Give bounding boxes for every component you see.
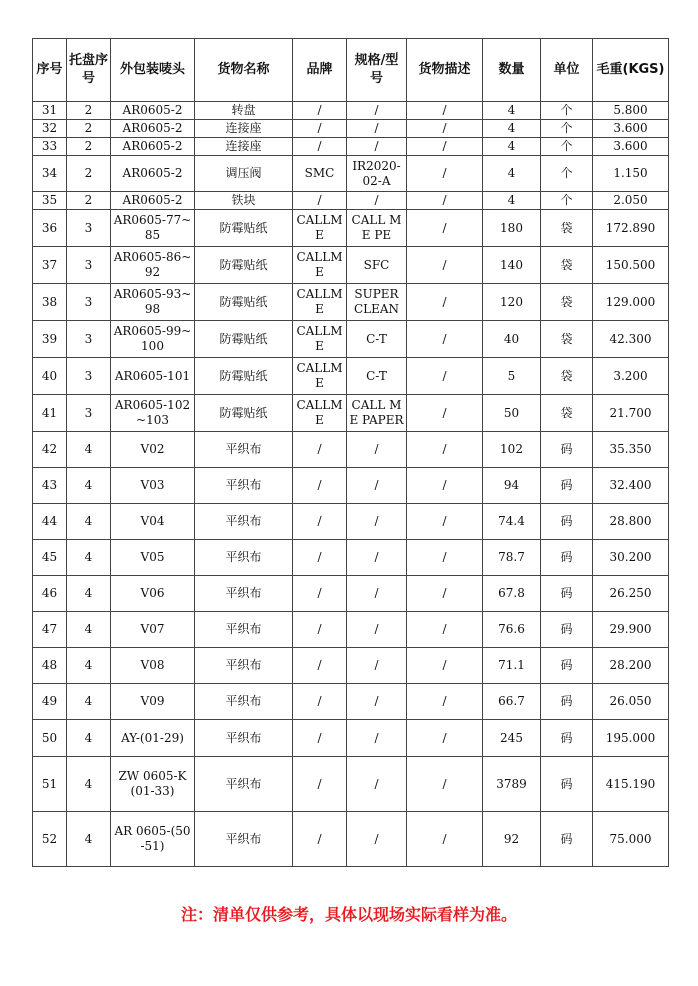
cell-goods-desc: / xyxy=(407,757,483,812)
cell-shipping-mark: AR0605-2 xyxy=(111,156,195,192)
cell-seq: 38 xyxy=(33,284,67,321)
cell-brand: / xyxy=(293,192,347,210)
cell-goods-name: 调压阀 xyxy=(195,156,293,192)
cell-seq: 43 xyxy=(33,468,67,504)
cell-brand: / xyxy=(293,720,347,757)
cell-gross-weight: 150.500 xyxy=(593,247,669,284)
table-row xyxy=(33,395,669,432)
table-row xyxy=(33,120,669,138)
cell-goods-desc: / xyxy=(407,120,483,138)
header-spec-model: 规格/型号 xyxy=(347,39,407,102)
cell-shipping-mark: AR0605-102~103 xyxy=(111,395,195,432)
cell-pallet-no: 4 xyxy=(67,504,111,540)
table-row xyxy=(33,358,669,395)
cell-goods-name: 平织布 xyxy=(195,720,293,757)
cell-pallet-no: 3 xyxy=(67,358,111,395)
cell-quantity: 94 xyxy=(483,468,541,504)
cell-goods-desc: / xyxy=(407,576,483,612)
cell-goods-desc: / xyxy=(407,156,483,192)
table-row xyxy=(33,321,669,358)
cell-quantity: 120 xyxy=(483,284,541,321)
table-row xyxy=(33,210,669,247)
cell-pallet-no: 4 xyxy=(67,812,111,867)
cell-quantity: 102 xyxy=(483,432,541,468)
cell-goods-name: 平织布 xyxy=(195,504,293,540)
table-row xyxy=(33,576,669,612)
cell-gross-weight: 3.200 xyxy=(593,358,669,395)
table-row xyxy=(33,102,669,120)
cell-brand: / xyxy=(293,684,347,720)
cell-shipping-mark: AR0605-101 xyxy=(111,358,195,395)
cell-spec-model: / xyxy=(347,120,407,138)
cell-seq: 39 xyxy=(33,321,67,358)
cell-spec-model: / xyxy=(347,192,407,210)
table-row xyxy=(33,720,669,757)
cell-gross-weight: 129.000 xyxy=(593,284,669,321)
cell-goods-name: 平织布 xyxy=(195,576,293,612)
cell-gross-weight: 28.200 xyxy=(593,648,669,684)
cell-goods-name: 平织布 xyxy=(195,612,293,648)
cell-goods-name: 平织布 xyxy=(195,468,293,504)
cell-spec-model: / xyxy=(347,432,407,468)
cell-seq: 51 xyxy=(33,757,67,812)
cell-shipping-mark: AR0605-93~98 xyxy=(111,284,195,321)
cell-seq: 49 xyxy=(33,684,67,720)
cell-goods-desc: / xyxy=(407,720,483,757)
cell-unit: 码 xyxy=(541,757,593,812)
cell-shipping-mark: AR0605-77~85 xyxy=(111,210,195,247)
cell-goods-name: 平织布 xyxy=(195,648,293,684)
header-shipping-mark: 外包装唛头 xyxy=(111,39,195,102)
cell-goods-name: 平织布 xyxy=(195,757,293,812)
cell-gross-weight: 30.200 xyxy=(593,540,669,576)
cell-brand: CALLME xyxy=(293,284,347,321)
cell-shipping-mark: AR0605-2 xyxy=(111,138,195,156)
cell-goods-desc: / xyxy=(407,358,483,395)
header-pallet-no: 托盘序号 xyxy=(67,39,111,102)
cell-unit: 码 xyxy=(541,504,593,540)
cell-shipping-mark: V05 xyxy=(111,540,195,576)
table-row xyxy=(33,504,669,540)
cell-gross-weight: 5.800 xyxy=(593,102,669,120)
cell-goods-name: 防霉贴纸 xyxy=(195,210,293,247)
table-row xyxy=(33,612,669,648)
cell-spec-model: SUPER CLEAN xyxy=(347,284,407,321)
cell-pallet-no: 4 xyxy=(67,612,111,648)
cell-seq: 52 xyxy=(33,812,67,867)
cell-seq: 34 xyxy=(33,156,67,192)
cell-goods-name: 连接座 xyxy=(195,120,293,138)
cell-unit: 码 xyxy=(541,684,593,720)
cell-goods-name: 连接座 xyxy=(195,138,293,156)
cell-gross-weight: 195.000 xyxy=(593,720,669,757)
cell-shipping-mark: V06 xyxy=(111,576,195,612)
cell-pallet-no: 3 xyxy=(67,395,111,432)
cell-brand: / xyxy=(293,504,347,540)
cell-goods-desc: / xyxy=(407,210,483,247)
cell-quantity: 74.4 xyxy=(483,504,541,540)
cell-gross-weight: 35.350 xyxy=(593,432,669,468)
cell-goods-desc: / xyxy=(407,468,483,504)
cell-unit: 码 xyxy=(541,720,593,757)
cell-brand: CALLME xyxy=(293,395,347,432)
cell-unit: 码 xyxy=(541,432,593,468)
cell-goods-desc: / xyxy=(407,192,483,210)
cell-unit: 码 xyxy=(541,648,593,684)
header-unit: 单位 xyxy=(541,39,593,102)
cell-shipping-mark: AR0605-86~92 xyxy=(111,247,195,284)
cell-pallet-no: 4 xyxy=(67,648,111,684)
cell-unit: 袋 xyxy=(541,358,593,395)
cell-goods-desc: / xyxy=(407,684,483,720)
cell-brand: / xyxy=(293,612,347,648)
cell-seq: 42 xyxy=(33,432,67,468)
cell-pallet-no: 4 xyxy=(67,540,111,576)
cell-spec-model: / xyxy=(347,576,407,612)
cell-shipping-mark: AR0605-2 xyxy=(111,102,195,120)
cell-brand: / xyxy=(293,138,347,156)
cell-unit: 码 xyxy=(541,812,593,867)
table-row xyxy=(33,432,669,468)
cell-shipping-mark: V04 xyxy=(111,504,195,540)
cell-unit: 袋 xyxy=(541,210,593,247)
cell-seq: 31 xyxy=(33,102,67,120)
header-goods-name: 货物名称 xyxy=(195,39,293,102)
cell-seq: 41 xyxy=(33,395,67,432)
cell-goods-desc: / xyxy=(407,247,483,284)
cell-quantity: 180 xyxy=(483,210,541,247)
table-row xyxy=(33,648,669,684)
cell-gross-weight: 42.300 xyxy=(593,321,669,358)
cell-unit: 码 xyxy=(541,612,593,648)
cell-goods-desc: / xyxy=(407,284,483,321)
cell-shipping-mark: V03 xyxy=(111,468,195,504)
cell-gross-weight: 26.050 xyxy=(593,684,669,720)
cell-gross-weight: 172.890 xyxy=(593,210,669,247)
cell-quantity: 92 xyxy=(483,812,541,867)
cell-goods-name: 防霉贴纸 xyxy=(195,358,293,395)
cell-spec-model: / xyxy=(347,812,407,867)
cell-goods-name: 平织布 xyxy=(195,432,293,468)
cell-goods-desc: / xyxy=(407,102,483,120)
cell-pallet-no: 4 xyxy=(67,432,111,468)
cell-quantity: 5 xyxy=(483,358,541,395)
cell-quantity: 71.1 xyxy=(483,648,541,684)
header-goods-desc: 货物描述 xyxy=(407,39,483,102)
cell-unit: 袋 xyxy=(541,321,593,358)
cell-shipping-mark: V08 xyxy=(111,648,195,684)
cell-goods-name: 防霉贴纸 xyxy=(195,321,293,358)
cell-quantity: 76.6 xyxy=(483,612,541,648)
cell-goods-name: 平织布 xyxy=(195,540,293,576)
cell-goods-desc: / xyxy=(407,395,483,432)
cell-goods-name: 防霉贴纸 xyxy=(195,395,293,432)
cell-spec-model: / xyxy=(347,757,407,812)
cell-unit: 码 xyxy=(541,576,593,612)
cell-gross-weight: 2.050 xyxy=(593,192,669,210)
cell-seq: 50 xyxy=(33,720,67,757)
header-seq: 序号 xyxy=(33,39,67,102)
cell-pallet-no: 4 xyxy=(67,684,111,720)
cell-brand: CALLME xyxy=(293,358,347,395)
cell-spec-model: IR2020-02-A xyxy=(347,156,407,192)
cell-spec-model: / xyxy=(347,648,407,684)
cell-seq: 37 xyxy=(33,247,67,284)
cell-spec-model: SFC xyxy=(347,247,407,284)
cell-unit: 码 xyxy=(541,468,593,504)
table-row xyxy=(33,247,669,284)
cell-brand: / xyxy=(293,576,347,612)
cell-seq: 46 xyxy=(33,576,67,612)
header-brand: 品牌 xyxy=(293,39,347,102)
cell-spec-model: / xyxy=(347,684,407,720)
cell-pallet-no: 3 xyxy=(67,210,111,247)
cell-quantity: 40 xyxy=(483,321,541,358)
cell-goods-desc: / xyxy=(407,540,483,576)
cell-gross-weight: 3.600 xyxy=(593,120,669,138)
cell-goods-desc: / xyxy=(407,138,483,156)
cell-goods-desc: / xyxy=(407,321,483,358)
cell-goods-desc: / xyxy=(407,432,483,468)
cell-brand: / xyxy=(293,468,347,504)
cell-unit: 个 xyxy=(541,120,593,138)
table-row xyxy=(33,192,669,210)
cell-goods-desc: / xyxy=(407,648,483,684)
cell-quantity: 4 xyxy=(483,120,541,138)
cell-quantity: 78.7 xyxy=(483,540,541,576)
cell-unit: 码 xyxy=(541,540,593,576)
disclaimer-note: 注：清单仅供参考，具体以现场实际看样为准。 xyxy=(180,905,517,924)
cell-pallet-no: 3 xyxy=(67,321,111,358)
cell-quantity: 66.7 xyxy=(483,684,541,720)
table-row xyxy=(33,812,669,867)
cell-unit: 袋 xyxy=(541,395,593,432)
cell-unit: 袋 xyxy=(541,247,593,284)
cell-pallet-no: 4 xyxy=(67,468,111,504)
cell-unit: 个 xyxy=(541,156,593,192)
cell-brand: / xyxy=(293,757,347,812)
cell-unit: 个 xyxy=(541,102,593,120)
cell-seq: 44 xyxy=(33,504,67,540)
cell-pallet-no: 4 xyxy=(67,576,111,612)
cell-gross-weight: 26.250 xyxy=(593,576,669,612)
cell-shipping-mark: AR0605-99~100 xyxy=(111,321,195,358)
cell-pallet-no: 3 xyxy=(67,247,111,284)
header-gross-weight: 毛重(KGS) xyxy=(593,39,669,102)
cell-gross-weight: 21.700 xyxy=(593,395,669,432)
cell-pallet-no: 2 xyxy=(67,138,111,156)
table-row xyxy=(33,284,669,321)
cell-brand: / xyxy=(293,120,347,138)
cell-spec-model: CALL ME PE xyxy=(347,210,407,247)
cell-pallet-no: 3 xyxy=(67,284,111,321)
table-row xyxy=(33,757,669,812)
cell-quantity: 50 xyxy=(483,395,541,432)
cell-spec-model: / xyxy=(347,504,407,540)
cell-shipping-mark: V02 xyxy=(111,432,195,468)
cell-brand: / xyxy=(293,648,347,684)
cell-pallet-no: 2 xyxy=(67,192,111,210)
cell-spec-model: CALL ME PAPER xyxy=(347,395,407,432)
cell-goods-desc: / xyxy=(407,612,483,648)
cell-brand: CALLME xyxy=(293,247,347,284)
cell-shipping-mark: ZW 0605-K(01-33) xyxy=(111,757,195,812)
table-row xyxy=(33,156,669,192)
cell-seq: 40 xyxy=(33,358,67,395)
table-row xyxy=(33,684,669,720)
cell-gross-weight: 28.800 xyxy=(593,504,669,540)
cell-brand: CALLME xyxy=(293,210,347,247)
cell-shipping-mark: AR0605-2 xyxy=(111,120,195,138)
cell-gross-weight: 3.600 xyxy=(593,138,669,156)
cell-seq: 36 xyxy=(33,210,67,247)
cell-unit: 个 xyxy=(541,138,593,156)
cell-pallet-no: 2 xyxy=(67,156,111,192)
cell-brand: / xyxy=(293,432,347,468)
header-quantity: 数量 xyxy=(483,39,541,102)
cell-gross-weight: 75.000 xyxy=(593,812,669,867)
cell-goods-name: 防霉贴纸 xyxy=(195,247,293,284)
cell-gross-weight: 1.150 xyxy=(593,156,669,192)
cell-quantity: 140 xyxy=(483,247,541,284)
packing-list-table xyxy=(32,38,669,867)
cell-shipping-mark: V09 xyxy=(111,684,195,720)
cell-brand: / xyxy=(293,540,347,576)
cell-seq: 33 xyxy=(33,138,67,156)
cell-spec-model: / xyxy=(347,102,407,120)
cell-gross-weight: 32.400 xyxy=(593,468,669,504)
cell-spec-model: C-T xyxy=(347,358,407,395)
cell-goods-desc: / xyxy=(407,504,483,540)
cell-goods-name: 转盘 xyxy=(195,102,293,120)
cell-brand: / xyxy=(293,102,347,120)
cell-quantity: 67.8 xyxy=(483,576,541,612)
cell-spec-model: / xyxy=(347,540,407,576)
cell-pallet-no: 2 xyxy=(67,102,111,120)
cell-quantity: 4 xyxy=(483,192,541,210)
cell-unit: 个 xyxy=(541,192,593,210)
cell-goods-name: 防霉贴纸 xyxy=(195,284,293,321)
cell-gross-weight: 415.190 xyxy=(593,757,669,812)
cell-quantity: 3789 xyxy=(483,757,541,812)
cell-brand: SMC xyxy=(293,156,347,192)
cell-seq: 32 xyxy=(33,120,67,138)
cell-spec-model: / xyxy=(347,720,407,757)
cell-seq: 45 xyxy=(33,540,67,576)
cell-quantity: 4 xyxy=(483,102,541,120)
cell-brand: / xyxy=(293,812,347,867)
cell-seq: 47 xyxy=(33,612,67,648)
cell-brand: CALLME xyxy=(293,321,347,358)
cell-pallet-no: 2 xyxy=(67,120,111,138)
cell-spec-model: / xyxy=(347,138,407,156)
cell-seq: 35 xyxy=(33,192,67,210)
cell-quantity: 245 xyxy=(483,720,541,757)
table-row xyxy=(33,138,669,156)
packing-list xyxy=(32,38,669,867)
cell-quantity: 4 xyxy=(483,138,541,156)
cell-shipping-mark: V07 xyxy=(111,612,195,648)
cell-quantity: 4 xyxy=(483,156,541,192)
cell-gross-weight: 29.900 xyxy=(593,612,669,648)
cell-shipping-mark: AR 0605-(50-51) xyxy=(111,812,195,867)
table-body xyxy=(33,102,669,867)
cell-pallet-no: 4 xyxy=(67,720,111,757)
cell-unit: 袋 xyxy=(541,284,593,321)
cell-spec-model: / xyxy=(347,612,407,648)
cell-goods-name: 铁块 xyxy=(195,192,293,210)
cell-spec-model: C-T xyxy=(347,321,407,358)
table-row xyxy=(33,468,669,504)
cell-pallet-no: 4 xyxy=(67,757,111,812)
cell-shipping-mark: AY-(01-29) xyxy=(111,720,195,757)
header-row xyxy=(33,39,669,102)
cell-goods-desc: / xyxy=(407,812,483,867)
cell-goods-name: 平织布 xyxy=(195,684,293,720)
cell-spec-model: / xyxy=(347,468,407,504)
cell-goods-name: 平织布 xyxy=(195,812,293,867)
table-row xyxy=(33,540,669,576)
cell-seq: 48 xyxy=(33,648,67,684)
cell-shipping-mark: AR0605-2 xyxy=(111,192,195,210)
